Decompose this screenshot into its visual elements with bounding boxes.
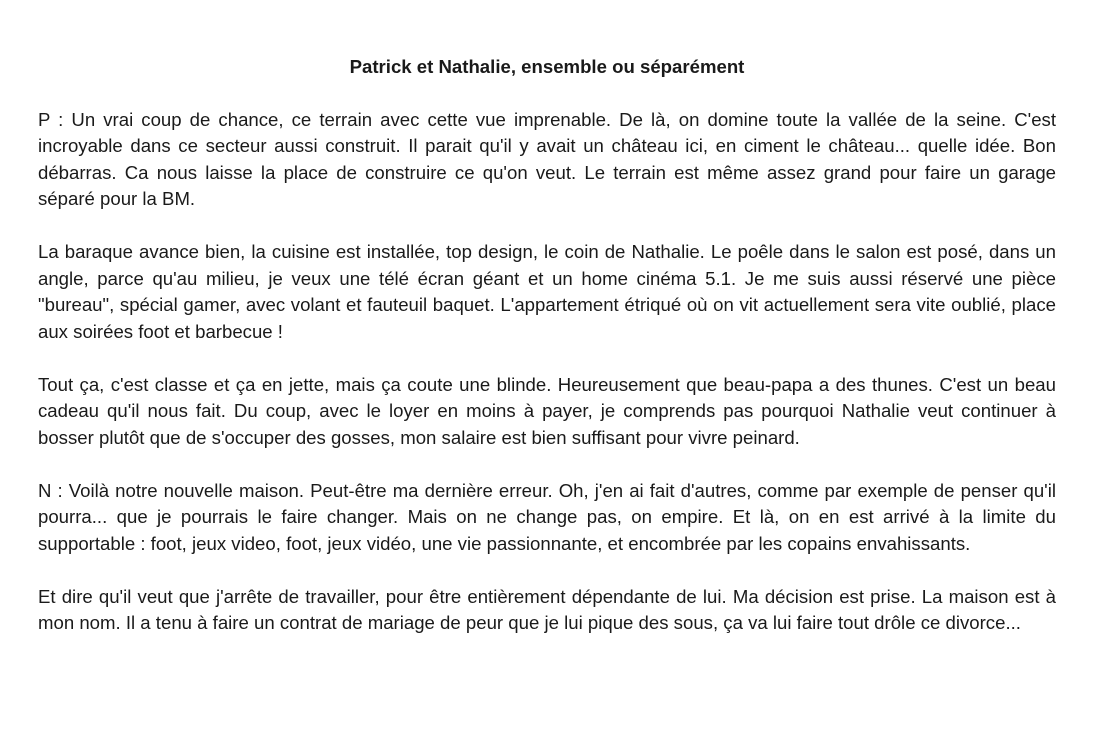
paragraph-3: Tout ça, c'est classe et ça en jette, mais ça coute une blinde. Heureusement que beau-papa a des thunes. C'est un beau cadeau qu'il nous fait. Du coup, avec le loyer en moins à payer, je comprends pas pourquoi Nathalie veut continuer à bosser plutôt que de s'occuper des gosses, mon salaire est bien suffisant pour vivre peinard.: [38, 373, 1056, 448]
document-page: [38, 54, 1056, 663]
document-title: Patrick et Nathalie, ensemble ou séparément: [349, 56, 745, 77]
paragraph-5: Et dire qu'il veut que j'arrête de travailler, pour être entièrement dépendante de lui. Ma décision est prise. La maison est à mon nom. Il a tenu à faire un contrat de mariage de peur que je lui pique des sous, ça va lui faire tout drôle ce divorce...: [38, 585, 1056, 633]
paragraph-2: La baraque avance bien, la cuisine est installée, top design, le coin de Nathalie. Le poêle dans le salon est posé, dans un angle, parce qu'au milieu, je veux une télé écran géant et un home cinéma 5.1. Je me suis aussi réservé une pièce "bureau", spécial gamer, avec volant et fauteuil baquet. L'appartement étriqué où on vit actuellement sera vite oublié, place aux soirées foot et barbecue !: [38, 241, 1056, 342]
paragraph-1: P : Un vrai coup de chance, ce terrain avec cette vue imprenable. De là, on domine toute la vallée de la seine. C'est incroyable dans ce secteur aussi construit. Il parait qu'il y avait un château ici, en ciment le château... quelle idée. Bon débarras. Ca nous laisse la place de construire ce qu'on veut. Le terrain est même assez grand pour faire un garage séparé pour la BM.: [38, 108, 1056, 209]
paragraph-4: N : Voilà notre nouvelle maison. Peut-être ma dernière erreur. Oh, j'en ai fait d'autres, comme par exemple de penser qu'il pourra... que je pourrais le faire changer. Mais on ne change pas, on empire. Et là, on en est arrivé à la limite du supportable : foot, jeux video, foot, jeux vidéo, une vie passionnante, et encombrée par les copains envahissants.: [38, 479, 1056, 554]
